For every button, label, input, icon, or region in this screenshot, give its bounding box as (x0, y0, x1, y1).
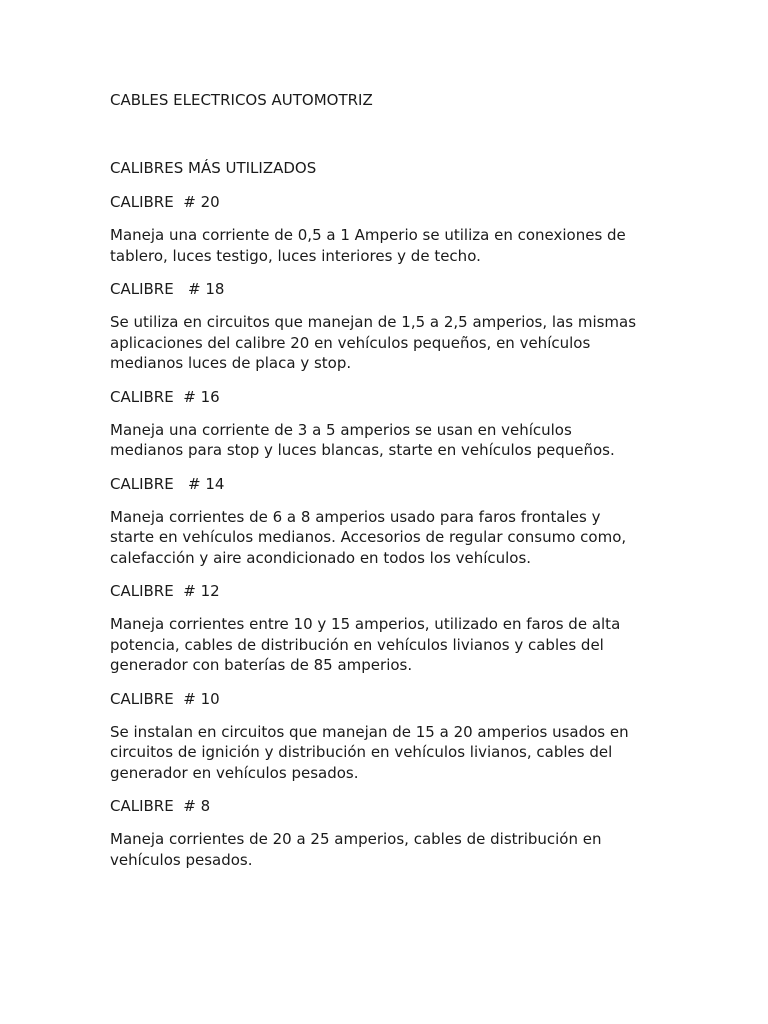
section-heading: CALIBRE # 20 (110, 193, 220, 211)
section-text: Se instalan en circuitos que manejan de 15 a 20 amperios usados en circuitos de ignición y distribución en vehículos livianos, cables del generador en vehículos pesados. (110, 722, 629, 782)
section-calibre-16 (110, 386, 658, 461)
section-heading: CALIBRE # 10 (110, 689, 220, 708)
section-calibre-10 (110, 688, 658, 784)
section-calibre-8 (110, 795, 658, 870)
document-title: CABLES ELECTRICOS AUTOMOTRIZ (110, 91, 373, 109)
section-heading: CALIBRE # 12 (110, 582, 220, 600)
section-heading: CALIBRE # 18 (110, 280, 225, 298)
document-page (110, 89, 658, 870)
section-heading: CALIBRE # 14 (110, 474, 225, 493)
document-subtitle: CALIBRES MÁS UTILIZADOS (110, 159, 317, 177)
section-calibre-12 (110, 580, 658, 676)
section-calibre-18 (110, 278, 658, 374)
section-calibre-14 (110, 473, 658, 569)
section-text: Se utiliza en circuitos que manejan de 1,5 a 2,5 amperios, las mismas aplicaciones del calibre 20 en vehículos pequeños, en vehículos medianos luces de placa y stop. (110, 313, 637, 372)
section-text: Maneja corrientes de 20 a 25 amperios, cables de distribución en vehículos pesados. (110, 830, 602, 869)
section-calibre-20 (110, 191, 658, 266)
section-heading: CALIBRE # 16 (110, 387, 220, 406)
section-text: Maneja corrientes de 6 a 8 amperios usado para faros frontales y starte en vehículos medianos. Accesorios de regular consumo como, calefacción y aire acondicionado en todos los vehículos. (110, 507, 627, 567)
section-text: Maneja una corriente de 0,5 a 1 Amperio se utiliza en conexiones de tablero, luces testigo, luces interiores y de techo. (110, 226, 626, 265)
section-heading: CALIBRE # 8 (110, 797, 211, 815)
section-text: Maneja corrientes entre 10 y 15 amperios, utilizado en faros de alta potencia, cables de distribución en vehículos livianos y cables del generador con baterías de 85 amperios. (110, 615, 621, 674)
section-text: Maneja una corriente de 3 a 5 amperios se usan en vehículos medianos para stop y luces blancas, starte en vehículos pequeños. (110, 420, 615, 459)
